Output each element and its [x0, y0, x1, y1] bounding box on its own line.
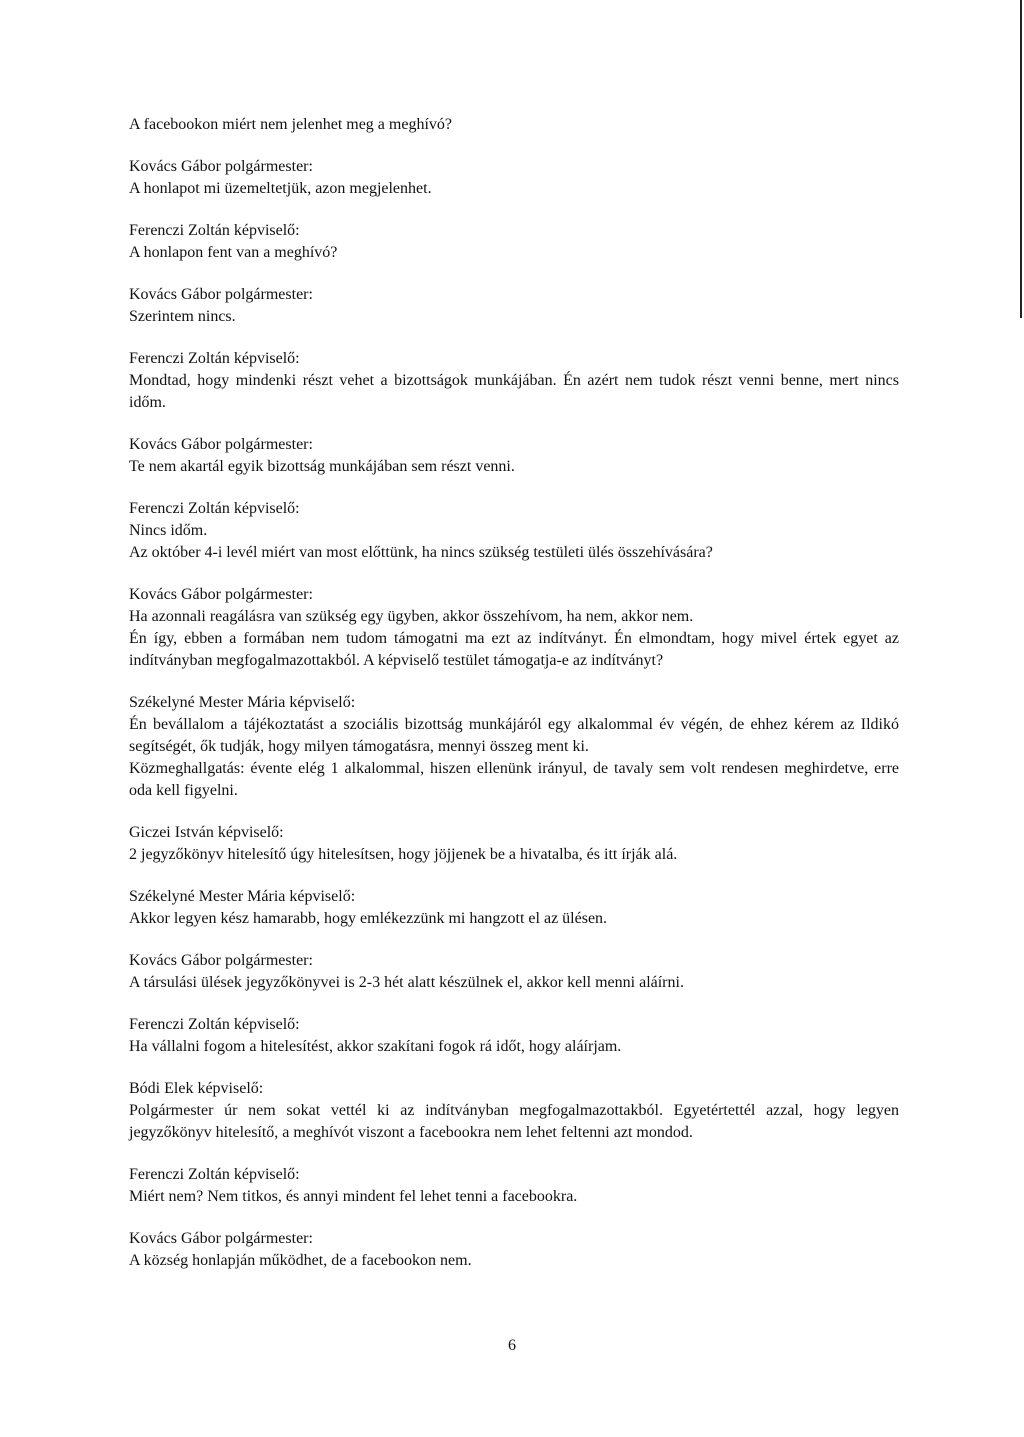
speech-paragraph: A társulási ülések jegyzőkönyvei is 2-3 hét alatt készülnek el, akkor kell menni aláírni. [129, 974, 684, 991]
speaker-name: Kovács Gábor polgármester: [129, 158, 313, 175]
transcript-block [129, 1014, 899, 1058]
speaker-name: Ferenczi Zoltán képviselő: [129, 222, 300, 239]
speech-paragraph: Ha azonnali reagálásra van szükség egy ügyben, akkor összehívom, ha nem, akkor nem. [129, 608, 694, 625]
transcript-block [129, 822, 899, 866]
speech-paragraph: Te nem akartál egyik bizottság munkájában sem részt venni. [129, 458, 515, 475]
transcript-block [129, 950, 899, 994]
speaker-name: Giczei István képviselő: [129, 824, 284, 841]
transcript-block [129, 348, 899, 414]
speaker-name: Székelyné Mester Mária képviselő: [129, 694, 356, 711]
speech-paragraph: Én így, ebben a formában nem tudom támogatni ma ezt az indítványt. Én elmondtam, hogy mivel értek egyet az indítványban megfogalmazottakból. A képviselő testület támogatja-e az indítványt? [129, 630, 899, 669]
speech-paragraph: Mondtad, hogy mindenki részt vehet a bizottságok munkájában. Én azért nem tudok részt venni benne, mert nincs időm. [129, 372, 899, 411]
speaker-name: Kovács Gábor polgármester: [129, 436, 313, 453]
speaker-name: Ferenczi Zoltán képviselő: [129, 350, 300, 367]
speech-paragraph: Én bevállalom a tájékoztatást a szociális bizottság munkájáról egy alkalommal év végén, de ehhez kérem az Ildikó segítségét, ők tudják, hogy milyen támogatásra, mennyi összeg ment ki. [129, 716, 899, 755]
speaker-name: Kovács Gábor polgármester: [129, 586, 313, 603]
speech-paragraph: Akkor legyen kész hamarabb, hogy emlékezzünk mi hangzott el az ülésen. [129, 910, 608, 927]
transcript-block [129, 584, 899, 672]
scan-edge-line [1020, 0, 1022, 318]
transcript-block [129, 886, 899, 930]
transcript-block [129, 1164, 899, 1208]
speaker-name: Ferenczi Zoltán képviselő: [129, 1166, 300, 1183]
speech-paragraph: A honlapon fent van a meghívó? [129, 244, 338, 261]
speech-paragraph: Polgármester úr nem sokat vettél ki az indítványban megfogalmazottakból. Egyetértettél azzal, hogy legyen jegyzőkönyv hitelesítő, a meghívót viszont a facebookra nem lehet feltenni azt mondod. [129, 1102, 899, 1141]
speech-paragraph: Ha vállalni fogom a hitelesítést, akkor szakítani fogok rá időt, hogy aláírjam. [129, 1038, 622, 1055]
speaker-name: Kovács Gábor polgármester: [129, 1230, 313, 1247]
transcript-block [129, 220, 899, 264]
transcript-block [129, 284, 899, 328]
speech-paragraph: Miért nem? Nem titkos, és annyi mindent fel lehet tenni a facebookra. [129, 1188, 578, 1205]
speech-paragraph: A község honlapján működhet, de a facebookon nem. [129, 1252, 472, 1269]
transcript-block [129, 114, 899, 136]
transcript-block [129, 1078, 899, 1144]
speaker-name: Székelyné Mester Mária képviselő: [129, 888, 356, 905]
speaker-name: Ferenczi Zoltán képviselő: [129, 1016, 300, 1033]
speech-paragraph: A facebookon miért nem jelenhet meg a meghívó? [129, 116, 452, 133]
speech-paragraph: Közmeghallgatás: évente elég 1 alkalommal, hiszen ellenünk irányul, de tavaly sem volt rendesen meghirdetve, erre oda kell figyelni. [129, 760, 899, 799]
speaker-name: Kovács Gábor polgármester: [129, 286, 313, 303]
transcript-block [129, 498, 899, 564]
transcript-block [129, 434, 899, 478]
speech-paragraph: Szerintem nincs. [129, 308, 236, 325]
speaker-name: Ferenczi Zoltán képviselő: [129, 500, 300, 517]
speaker-name: Kovács Gábor polgármester: [129, 952, 313, 969]
speech-paragraph: Nincs időm. [129, 522, 208, 539]
speaker-name: Bódi Elek képviselő: [129, 1080, 264, 1097]
transcript-body [129, 114, 899, 1292]
speech-paragraph: 2 jegyzőkönyv hitelesítő úgy hitelesítsen, hogy jöjjenek be a hivatalba, és itt írják alá. [129, 846, 678, 863]
transcript-block [129, 156, 899, 200]
page-number: 6 [508, 1337, 516, 1354]
transcript-block [129, 1228, 899, 1272]
speech-paragraph: A honlapot mi üzemeltetjük, azon megjelenhet. [129, 180, 432, 197]
speech-paragraph: Az október 4-i levél miért van most előttünk, ha nincs szükség testületi ülés összehívására? [129, 544, 713, 561]
transcript-block [129, 692, 899, 802]
